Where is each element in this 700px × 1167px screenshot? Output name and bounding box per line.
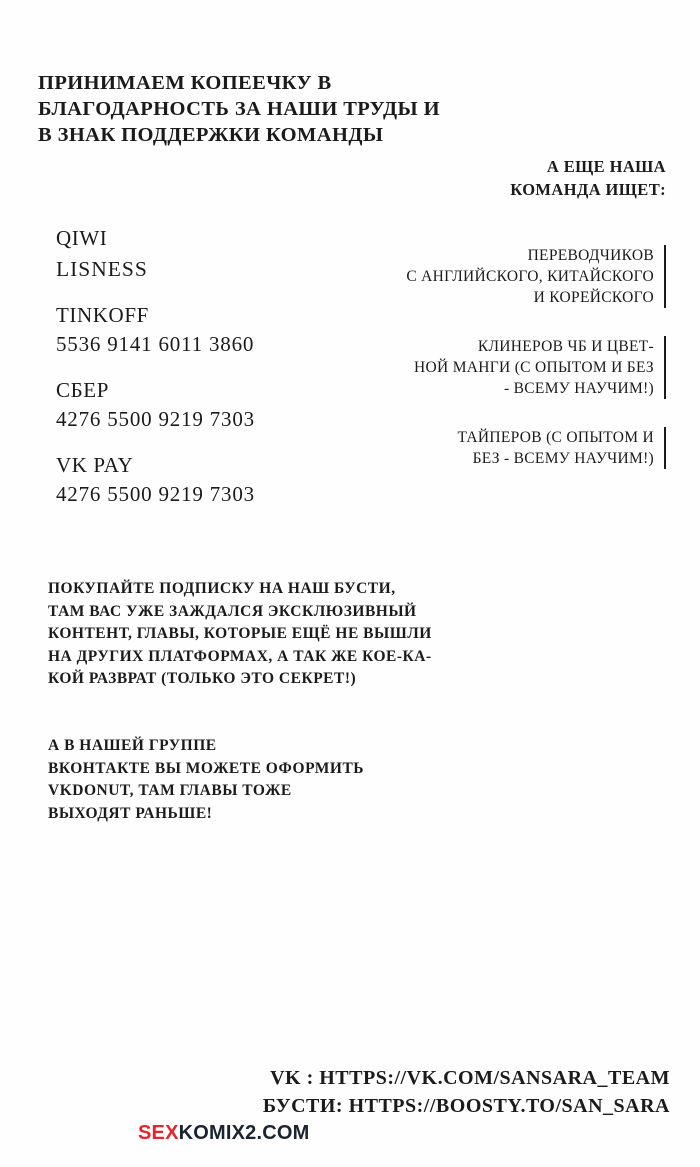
vacancy-text [414, 336, 664, 399]
paragraph-line: ВЫХОДЯТ РАНЬШЕ! [48, 804, 213, 822]
vacancy-divider-bar [664, 427, 666, 469]
donation-item-sber [56, 376, 386, 434]
donation-item-tinkoff [56, 301, 386, 359]
donation-item-vkpay [56, 451, 386, 509]
donation-value: LISNESS [56, 257, 148, 281]
headline-line-3: В ЗНАК ПОДДЕРЖКИ КОМАНДЫ [38, 124, 384, 146]
headline [38, 70, 468, 148]
paragraph-line: А В НАШЕЙ ГРУППЕ [48, 737, 217, 754]
donation-value: 4276 5500 9219 7303 [56, 482, 255, 506]
vacancy-line: ПЕРЕВОДЧИКОВ [527, 247, 654, 264]
footer-link-boosty[interactable]: БУСТИ: HTTPS://BOOSTY.TO/SAN_SARA [262, 1095, 670, 1117]
vk-paragraph [48, 735, 478, 825]
vacancy-line: И КОРЕЙСКОГО [533, 289, 654, 306]
paragraph-line: VKDONUT, ТАМ ГЛАВЫ ТОЖЕ [48, 782, 292, 799]
vacancy-divider-bar [664, 336, 666, 399]
vacancies-list [346, 245, 666, 497]
donation-label: TINKOFF [56, 303, 149, 327]
vacancies-title [366, 155, 666, 201]
vacancy-line: КЛИНЕРОВ ЧБ И ЦВЕТ- [477, 338, 654, 355]
headline-line-2: БЛАГОДАРНОСТЬ ЗА НАШИ ТРУДЫ И [38, 98, 440, 120]
watermark-suffix: KOMIX2.COM [178, 1122, 310, 1144]
donation-value: 4276 5500 9219 7303 [56, 407, 255, 431]
vacancy-line: БЕЗ - ВСЕМУ НАУЧИМ!) [472, 450, 654, 467]
paragraph-line: ПОКУПАЙТЕ ПОДПИСКУ НА НАШ БУСТИ, [48, 580, 396, 597]
paragraph-line: КОНТЕНТ, ГЛАВЫ, КОТОРЫЕ ЕЩЁ НЕ ВЫШЛИ [48, 625, 432, 642]
paragraph-line: КОЙ РАЗВРАТ (ТОЛЬКО ЭТО СЕКРЕТ!) [48, 670, 357, 687]
donation-label: СБЕР [56, 378, 109, 402]
paragraph-line: НА ДРУГИХ ПЛАТФОРМАХ, А ТАК ЖЕ КОЕ-КА- [48, 647, 432, 665]
vacancy-item-translators [346, 245, 666, 308]
vacancies-title-line-1: А ЕЩЕ НАША [546, 157, 666, 176]
footer-link-vk[interactable]: VK : HTTPS://VK.COM/SANSARA_TEAM [270, 1067, 670, 1089]
donation-value: 5536 9141 6011 3860 [56, 332, 255, 356]
vacancy-item-cleaners [346, 336, 666, 399]
vacancy-line: - ВСЕМУ НАУЧИМ!) [504, 380, 654, 397]
paragraph-line: ТАМ ВАС УЖЕ ЗАЖДАЛСЯ ЭКСКЛЮЗИВНЫЙ [48, 602, 417, 620]
vacancy-item-typers [346, 427, 666, 469]
site-watermark [138, 1122, 310, 1145]
watermark-prefix: SEX [138, 1122, 179, 1144]
headline-line-1: ПРИНИМАЕМ КОПЕЕЧКУ В [38, 72, 332, 94]
footer-links [263, 1064, 670, 1120]
vacancies-title-line-2: КОМАНДА ИЩЕТ: [510, 180, 666, 199]
vacancy-text [457, 427, 664, 469]
donation-item-qiwi [56, 222, 386, 284]
boosty-paragraph [48, 578, 478, 691]
donation-label: QIWI [56, 226, 108, 250]
vacancy-divider-bar [664, 245, 666, 308]
vacancy-text [406, 245, 664, 308]
vacancy-line: ТАЙПЕРОВ (С ОПЫТОМ И [457, 429, 654, 446]
paragraph-line: ВКОНТАКТЕ ВЫ МОЖЕТЕ ОФОРМИТЬ [48, 759, 365, 777]
donation-label: VK PAY [56, 453, 134, 477]
vacancy-line: С АНГЛИЙСКОГО, КИТАЙСКОГО [406, 268, 654, 285]
vacancy-line: НОЙ МАНГИ (С ОПЫТОМ И БЕЗ [414, 359, 654, 376]
donation-list [56, 222, 386, 526]
